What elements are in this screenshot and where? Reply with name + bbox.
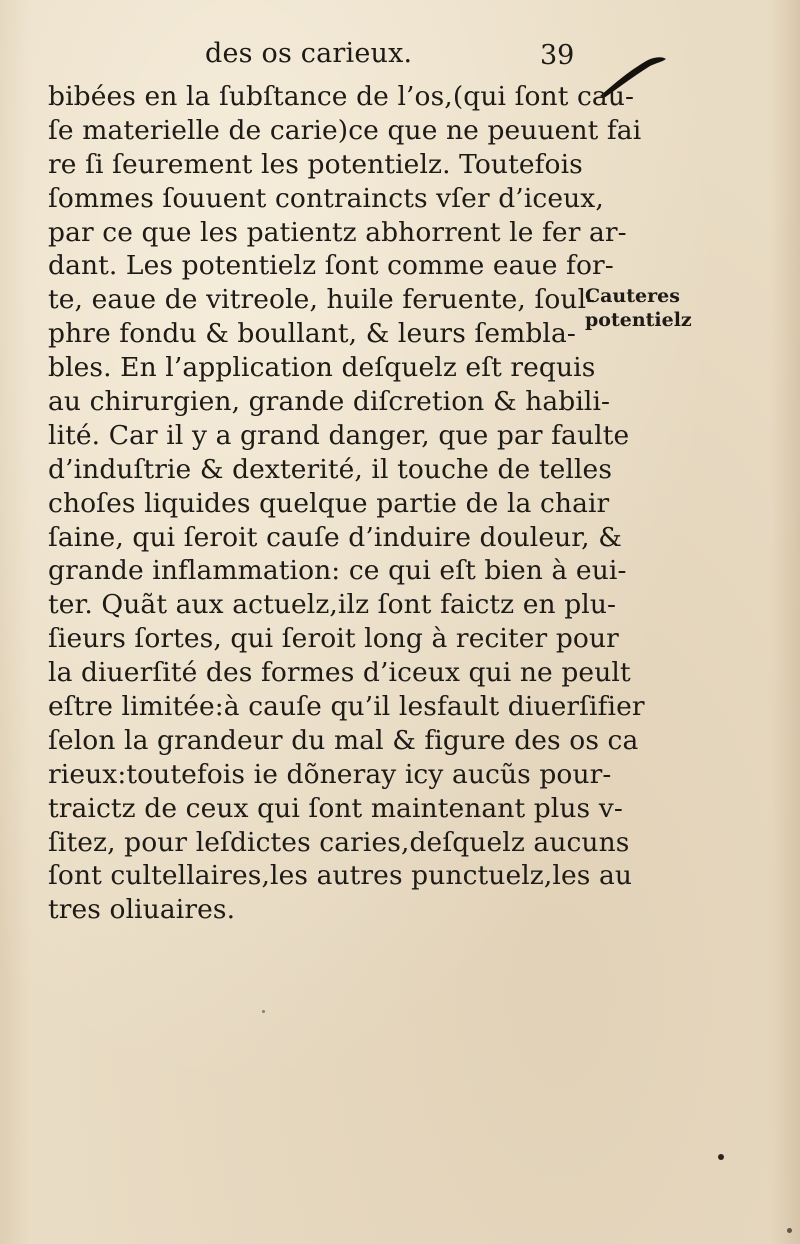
marginal-note-line: potentielz: [585, 309, 692, 331]
text-line: eſtre limitée:à cauſe qu’il lesfault diuerſifier: [48, 691, 645, 723]
text-line: dant. Les potentielz ſont comme eaue for-: [48, 250, 614, 282]
text-line: ſitez, pour leſdictes caries,deſquelz aucuns: [48, 826, 630, 858]
ink-speck: [262, 1010, 265, 1013]
text-line: ſe materielle de carie)ce que ne peuuent fai: [48, 114, 642, 146]
ink-speck: [787, 1228, 792, 1233]
text-line: par ce que les patientz abhorrent le fer ar-: [48, 216, 627, 248]
text-line: bles. En l’application deſquelz eſt requis: [48, 352, 596, 384]
text-line: ſommes ſouuent contraincts vſer d’iceux,: [48, 182, 604, 214]
marginal-note-line: Cauteres: [585, 285, 680, 307]
text-line: tres oliuaires.: [48, 894, 236, 926]
text-line: choſes liquides quelque partie de la chair: [48, 487, 610, 519]
text-line: grande inflammation: ce qui eſt bien à eui-: [48, 555, 627, 587]
text-line: te, eaue de vitreole, huile feruente, ſoul-: [48, 284, 596, 316]
text-line: ſont cultellaires,les autres punctuelz,les au: [48, 860, 633, 892]
ink-speck: [718, 1154, 724, 1160]
running-title: des os carieux.: [205, 38, 413, 69]
marginal-note: [585, 284, 692, 332]
text-line: bibées en la ſubſtance de l’os,(qui ſont cau-: [48, 81, 635, 112]
text-line: rieux:toutefois ie dõneray icy aucũs pour-: [48, 758, 612, 790]
text-line: ſieurs ſortes, qui ſeroit long à reciter pour: [48, 623, 619, 655]
text-line: la diuerſité des formes d’iceux qui ne peult: [48, 657, 631, 689]
text-line: au chirurgien, grande diſcretion & habili-: [48, 386, 611, 418]
text-line: phre fondu & boullant, & leurs ſembla-: [48, 318, 576, 350]
text-line: lité. Car il y a grand danger, que par faulte: [48, 419, 630, 451]
text-line: d’induſtrie & dexterité, il touche de telles: [48, 453, 613, 485]
text-line: traictz de ceux qui ſont maintenant plus v-: [48, 792, 623, 824]
text-line: ter. Quãt aux actuelz,ilz ſont faictz en plu-: [48, 589, 617, 621]
page-number: 39: [540, 40, 575, 71]
text-line: ſelon la grandeur du mal & figure des os ca: [48, 724, 639, 756]
text-line: re ſi ſeurement les potentielz. Toutefois: [48, 148, 583, 180]
text-line: ſaine, qui ſeroit cauſe d’induire douleur, &: [48, 521, 622, 553]
